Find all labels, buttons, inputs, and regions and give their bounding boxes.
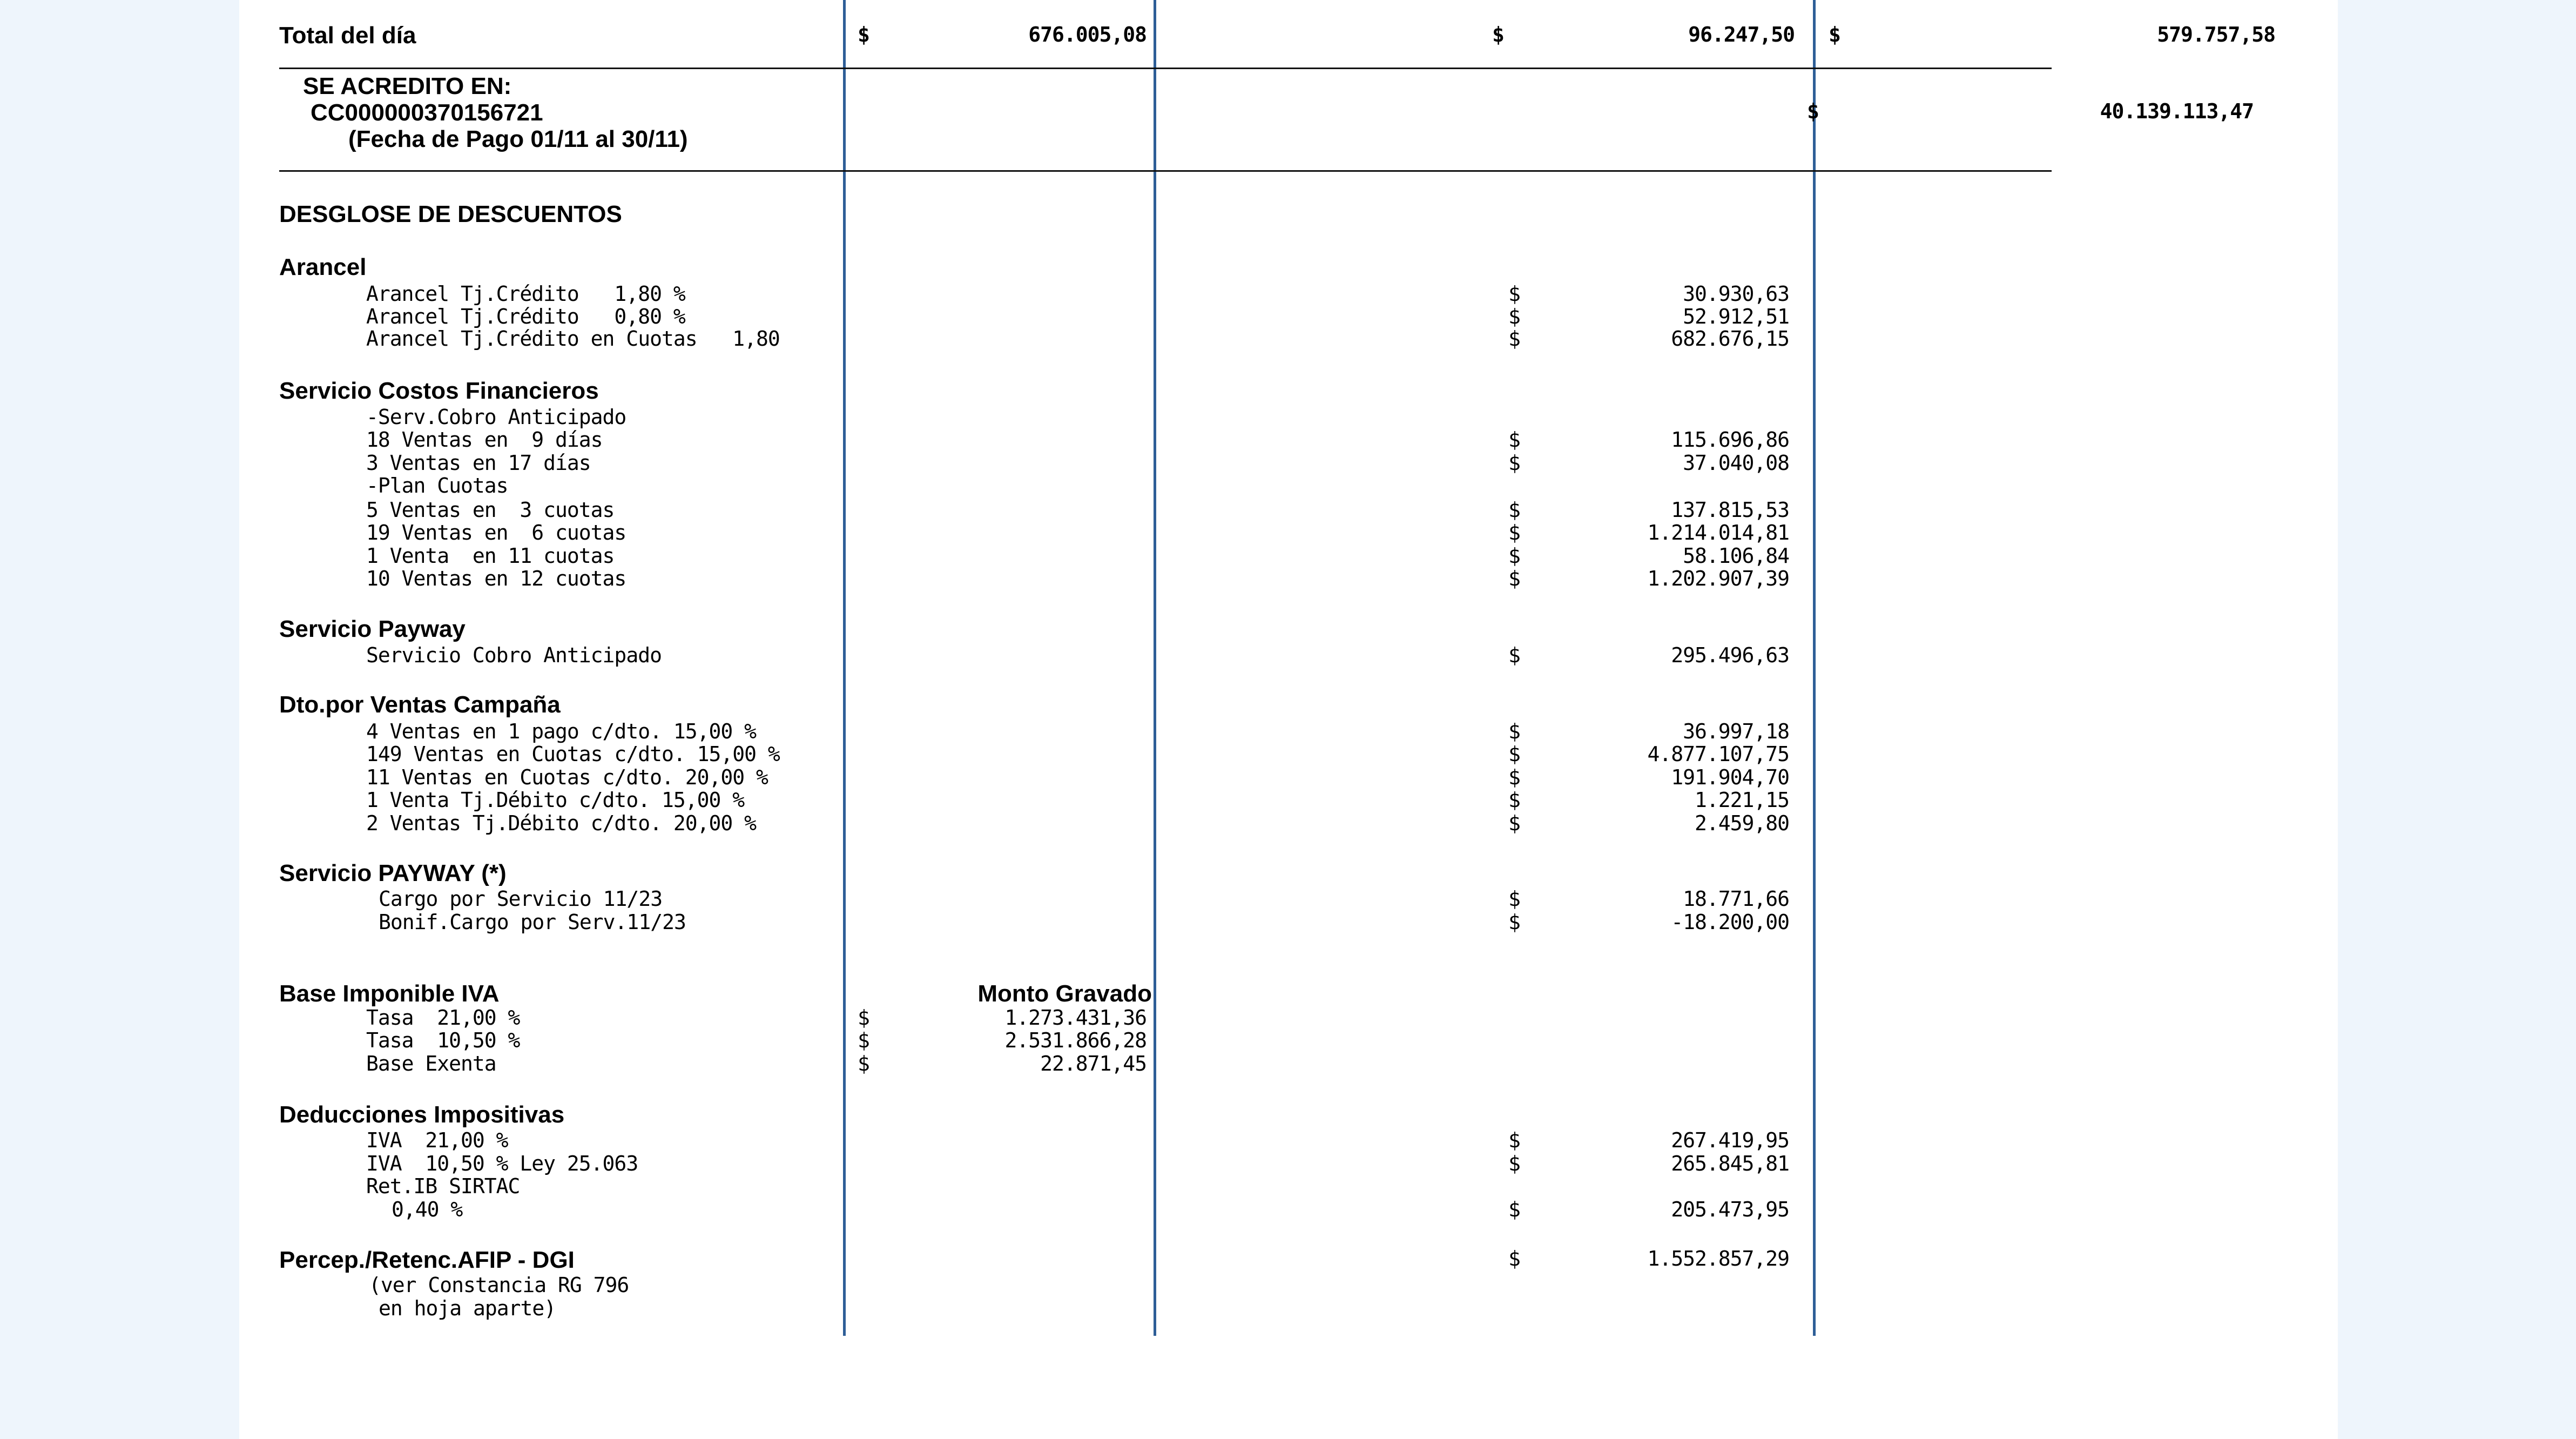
arancel-label: Arancel Tj.Crédito en Cuotas 1,80 [366,327,780,351]
campana-label: 2 Ventas Tj.Débito c/dto. 20,00 % [366,811,756,835]
section-title-campana: Dto.por Ventas Campaña [279,691,561,718]
payway-currency: $ [1508,643,1520,667]
retencion-value: 205.473,95 [1671,1198,1789,1221]
iva-currency: $ [858,1052,869,1075]
arancel-value: 52.912,51 [1683,305,1789,328]
credit-title: SE ACREDITO EN: [303,73,512,99]
retencion-rate: 0,40 % [392,1198,463,1221]
campana-value: 1.221,15 [1694,788,1789,812]
costos-value: 137.815,53 [1671,498,1789,522]
percep-note: en hoja aparte) [379,1296,556,1320]
campana-currency: $ [1508,720,1520,743]
deduccion-currency: $ [1508,1128,1520,1152]
deduccion-value: 265.845,81 [1671,1152,1789,1175]
arancel-value: 30.930,63 [1683,282,1789,306]
costos-label: 1 Venta en 11 cuotas [366,544,615,568]
costos-currency: $ [1508,428,1520,452]
campana-value: 4.877.107,75 [1647,742,1789,766]
total-currency-3: $ [1829,23,1840,46]
payway-label: Servicio Cobro Anticipado [366,643,662,667]
iva-value: 2.531.866,28 [1004,1028,1147,1052]
payway-charge-currency: $ [1508,887,1520,911]
campana-label: 1 Venta Tj.Débito c/dto. 15,00 % [366,788,745,812]
arancel-currency: $ [1508,282,1520,306]
total-day-label: Total del día [279,22,416,49]
iva-currency: $ [858,1028,869,1052]
payway-charge-value: 18.771,66 [1683,887,1789,911]
payway-charge-value: -18.200,00 [1671,910,1789,934]
section-title-payway-charges: Servicio PAYWAY (*) [279,860,507,886]
costos-value: 115.696,86 [1671,428,1789,452]
deduccion-value: 267.419,95 [1671,1128,1789,1152]
arancel-currency: $ [1508,305,1520,328]
campana-value: 191.904,70 [1671,765,1789,789]
column-rule-3 [1813,0,1816,1336]
iva-label: Tasa 10,50 % [366,1028,520,1052]
costos-label: 3 Ventas en 17 días [366,451,591,475]
separator-top [279,68,2052,69]
campana-value: 36.997,18 [1683,720,1789,743]
costos-value: 1.214.014,81 [1647,521,1789,544]
costos-label: 5 Ventas en 3 cuotas [366,498,615,522]
percep-value: 1.552.857,29 [1647,1247,1789,1270]
costos-value: 58.106,84 [1683,544,1789,568]
costos-currency: $ [1508,521,1520,544]
total-net-value: 579.757,58 [2157,23,2275,46]
retencion-currency: $ [1508,1198,1520,1221]
campana-label: 4 Ventas en 1 pago c/dto. 15,00 % [366,720,756,743]
total-currency-1: $ [858,23,869,46]
payway-charge-label: Cargo por Servicio 11/23 [379,887,663,911]
iva-column-header: Monto Gravado [977,980,1152,1007]
campana-currency: $ [1508,788,1520,812]
total-gross-value: 676.005,08 [1028,23,1147,46]
deduccion-currency: $ [1508,1152,1520,1175]
costos-label: 18 Ventas en 9 días [366,428,603,452]
campana-currency: $ [1508,765,1520,789]
deduccion-label: IVA 10,50 % Ley 25.063 [366,1152,638,1175]
credit-account: CC000000370156721 [311,99,543,126]
credit-date-range: (Fecha de Pago 01/11 al 30/11) [348,126,688,152]
arancel-currency: $ [1508,327,1520,351]
arancel-label: Arancel Tj.Crédito 1,80 % [366,282,685,306]
costos-currency: $ [1508,544,1520,568]
iva-label: Base Exenta [366,1052,496,1075]
costos-currency: $ [1508,567,1520,590]
campana-currency: $ [1508,811,1520,835]
costos-value: 1.202.907,39 [1647,567,1789,590]
section-title-payway: Servicio Payway [279,616,466,642]
percep-currency: $ [1508,1247,1520,1270]
section-title-deducciones: Deducciones Impositivas [279,1101,565,1128]
percep-note: (ver Constancia RG 796 [369,1273,629,1297]
payway-value: 295.496,63 [1671,643,1789,667]
retencion-label: Ret.IB SIRTAC [366,1174,520,1198]
arancel-label: Arancel Tj.Crédito 0,80 % [366,305,685,328]
campana-label: 11 Ventas en Cuotas c/dto. 20,00 % [366,765,768,789]
costos-label: 10 Ventas en 12 cuotas [366,567,626,590]
costos-subtitle: -Plan Cuotas [366,474,508,497]
payway-charge-label: Bonif.Cargo por Serv.11/23 [379,910,686,934]
credit-value: 40.139.113,47 [2100,99,2254,123]
separator-bottom [279,170,2052,172]
costos-currency: $ [1508,498,1520,522]
costos-label: 19 Ventas en 6 cuotas [366,521,626,544]
arancel-value: 682.676,15 [1671,327,1789,351]
campana-currency: $ [1508,742,1520,766]
column-rule-2 [1154,0,1156,1336]
section-title-percepciones: Percep./Retenc.AFIP - DGI [279,1247,575,1273]
column-rule-1 [843,0,846,1336]
iva-label: Tasa 21,00 % [366,1006,520,1030]
costos-value: 37.040,08 [1683,451,1789,475]
credit-currency: $ [1807,99,1819,123]
iva-value: 1.273.431,36 [1004,1006,1147,1030]
total-currency-2: $ [1492,23,1504,46]
section-title-arancel: Arancel [279,254,367,280]
costos-currency: $ [1508,451,1520,475]
deduccion-label: IVA 21,00 % [366,1128,508,1152]
costos-subtitle: -Serv.Cobro Anticipado [366,405,626,429]
iva-value: 22.871,45 [1040,1052,1147,1075]
total-discount-value: 96.247,50 [1688,23,1795,46]
section-title-costos: Servicio Costos Financieros [279,378,599,404]
iva-currency: $ [858,1006,869,1030]
document-page [239,0,2338,1439]
campana-value: 2.459,80 [1694,811,1789,835]
section-title-iva: Base Imponible IVA [279,980,500,1007]
payway-charge-currency: $ [1508,910,1520,934]
campana-label: 149 Ventas en Cuotas c/dto. 15,00 % [366,742,780,766]
section-title-desglose: DESGLOSE DE DESCUENTOS [279,201,622,227]
